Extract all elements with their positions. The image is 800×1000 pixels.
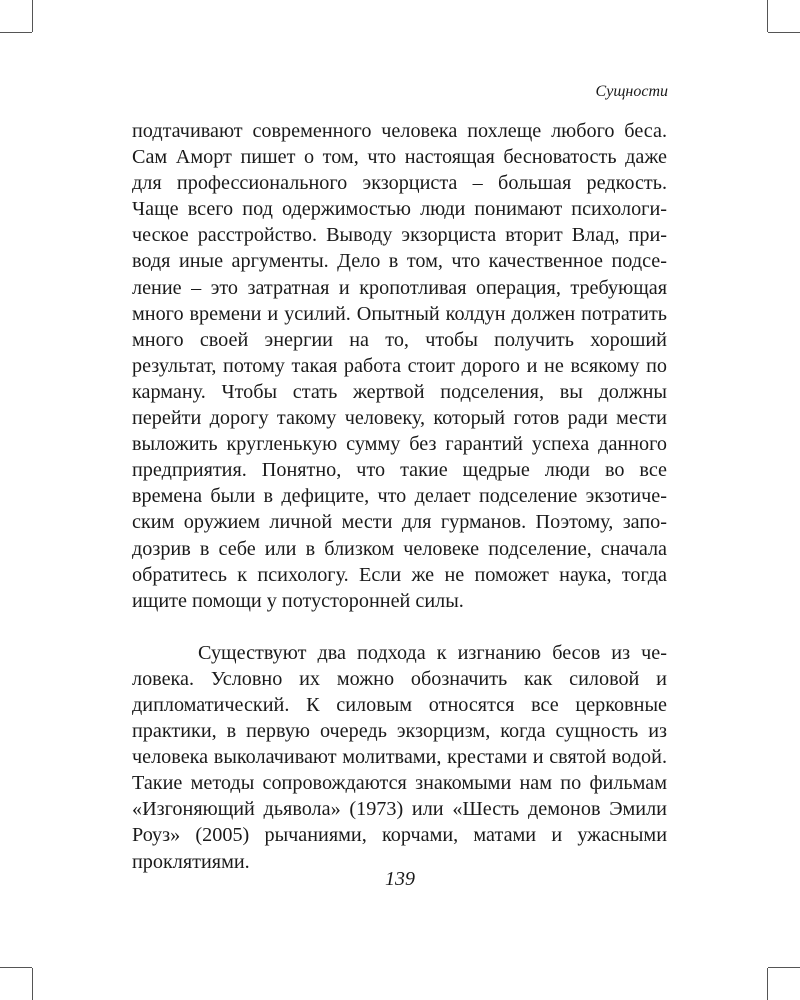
crop-mark-top-left	[32, 0, 33, 32]
body-text	[132, 118, 667, 875]
running-head: Сущности	[595, 83, 668, 100]
crop-mark-top-right	[767, 0, 768, 32]
crop-mark-bottom-right-horizontal	[768, 967, 800, 968]
paragraph-1: подтачивают современного человека похлеще любого беса. Сам Аморт пишет о том, что настоящая бесноватость даже для профессионального экзорциста – большая редкость. Чаще всего под одержимостью люди понимают психологическое расстройство. Выводу экзорциста вторит Влад, приводя иные аргументы. Дело в том, что качественное подселение – это затратная и кропотливая операция, требующая много времени и усилий. Опытный колдун должен потратить много своей энергии на то, чтобы получить хороший результат, потому такая работа стоит дорого и не всякому по карману. Чтобы стать жертвой подселения, вы должны перейти дорогу такому человеку, который готов ради мести выложить кругленькую сумму без гарантий успеха данного предприятия. Понятно, что такие щедрые люди во все времена были в дефиците, что делает подселение экзотическим оружием личной мести для гурманов. Поэтому, заподозрив в себе или в близком человеке подселение, сначала обратитесь к психологу. Если же не поможет наука, тогда ищите помощи у потусторонней силы.	[132, 120, 667, 612]
crop-mark-bottom-left	[32, 968, 33, 1000]
crop-mark-bottom-left-horizontal	[0, 967, 32, 968]
crop-mark-top-left-horizontal	[0, 32, 32, 33]
paragraph-2: Существуют два подхода к изгнанию бесов из человека. Условно их можно обозначить как силовой и дипломатический. К силовым относятся все церковные практики, в первую очередь экзорцизм, когда сущность из человека выколачивают молитвами, крестами и святой водой. Такие методы сопровождаются знакомыми нам по фильмам «Изгоняющий дьявола» (1973) или «Шесть демонов Эмили Роуз» (2005) рычаниями, корчами, матами и ужасными проклятиями.	[132, 641, 667, 873]
crop-mark-bottom-right	[767, 968, 768, 1000]
page-number: 139	[385, 868, 415, 890]
crop-mark-top-right-horizontal	[768, 32, 800, 33]
